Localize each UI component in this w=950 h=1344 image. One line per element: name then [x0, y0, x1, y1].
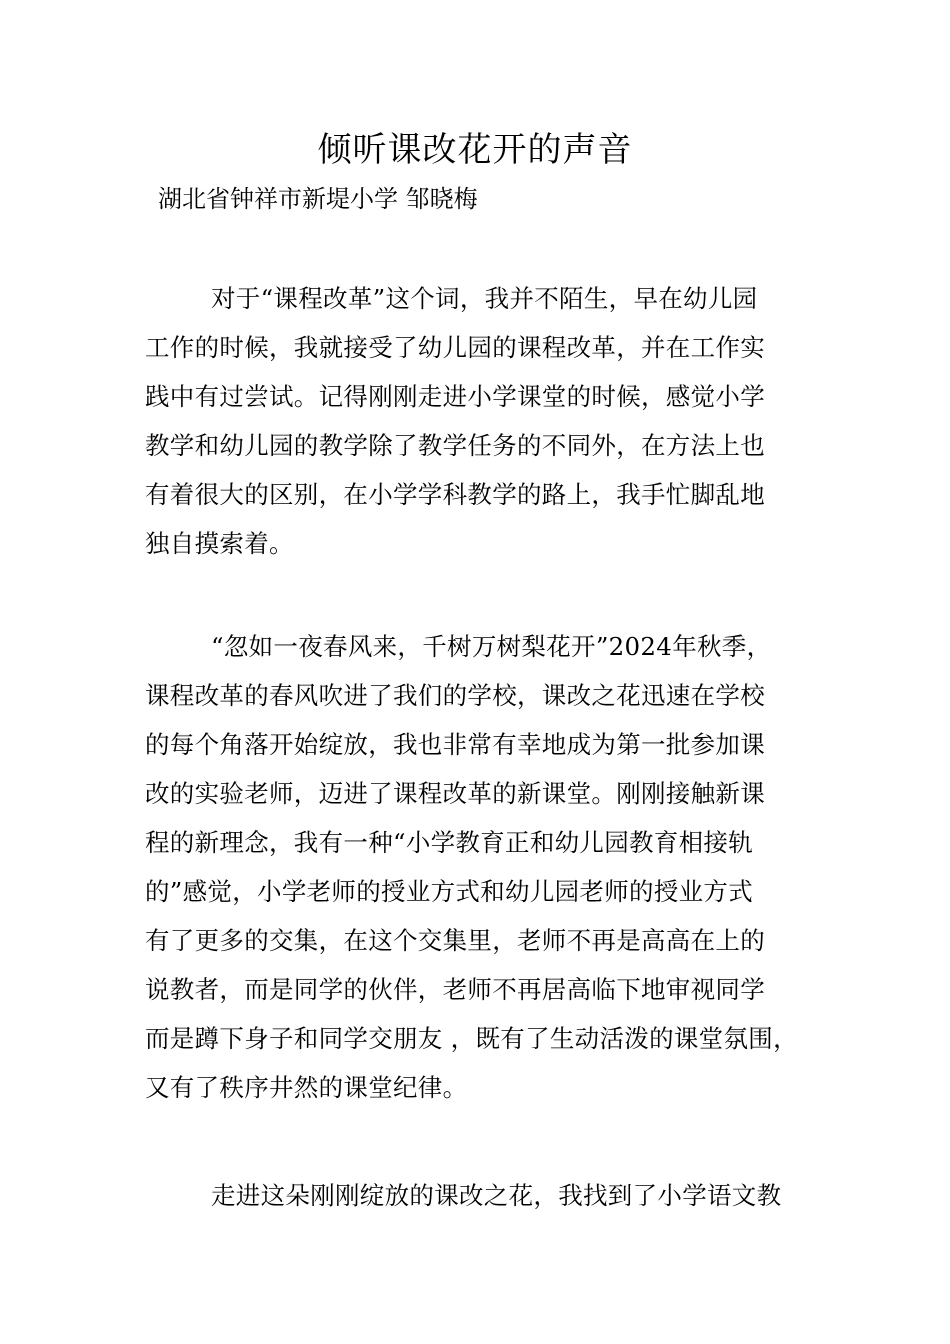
text-line: 践中有过尝试。记得刚刚走进小学课堂的时候，感觉小学 [145, 382, 765, 411]
text-line: 改的实验老师，迈进了课程改革的新课堂。刚刚接触新课 [145, 779, 765, 808]
text-line: 工作的时候，我就接受了幼儿园的课程改革，并在工作实 [145, 333, 765, 362]
document-title: 倾听课改花开的声音 [317, 130, 633, 170]
text-line: 的”感觉，小学老师的授业方式和幼儿园老师的授业方式 [145, 877, 754, 906]
text-line: 有了更多的交集，在这个交集里，老师不再是高高在上的 [145, 926, 765, 955]
paragraph-1 [145, 274, 835, 568]
paragraph-3 [145, 1171, 835, 1220]
text-line: “忽如一夜春风来，千树万树梨花开”2024年秋季， [211, 632, 772, 661]
text-line: 而是蹲下身子和同学交朋友 ，既有了生动活泼的课堂氛围， [145, 1024, 798, 1053]
text-line: 走进这朵刚刚绽放的课改之花，我找到了小学语文教 [211, 1181, 782, 1210]
text-line: 独自摸索着。 [145, 529, 294, 558]
paragraph-2 [145, 622, 835, 1112]
text-line: 课程改革的春风吹进了我们的学校，课改之花迅速在学校 [145, 681, 765, 710]
text-line: 有着很大的区别，在小学学科教学的路上，我手忙脚乱地 [145, 480, 765, 509]
text-line: 教学和幼儿园的教学除了教学任务的不同外，在方法上也 [145, 431, 765, 460]
author-byline: 湖北省钟祥市新堤小学 邹晓梅 [158, 185, 478, 213]
text-line: 对于“课程改革”这个词，我并不陌生，早在幼儿园 [211, 284, 758, 313]
text-line: 说教者，而是同学的伙伴，老师不再居高临下地审视同学 [145, 975, 765, 1004]
text-line: 的每个角落开始绽放，我也非常有幸地成为第一批参加课 [145, 730, 765, 759]
text-line: 程的新理念，我有一种“小学教育正和幼儿园教育相接轨 [145, 828, 754, 857]
text-line: 又有了秩序井然的课堂纪律。 [145, 1073, 468, 1102]
